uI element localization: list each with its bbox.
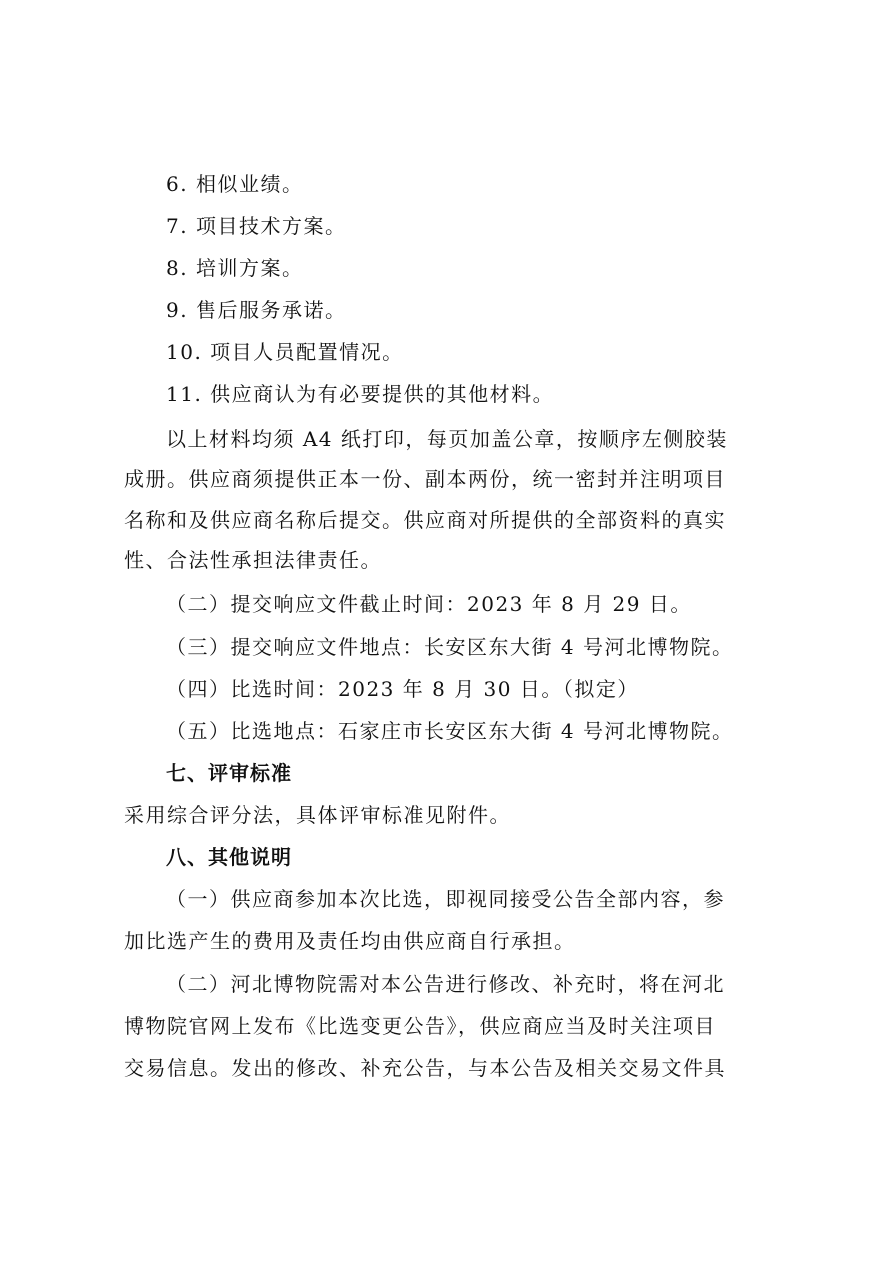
deadline-line: （二）提交响应文件截止时间：2023 年 8 月 29 日。 — [166, 592, 692, 616]
submission-location-line: （三）提交响应文件地点：长安区东大街 4 号河北博物院。 — [166, 635, 734, 659]
selection-location-line: （五）比选地点：石家庄市长安区东大街 4 号河北博物院。 — [166, 719, 734, 743]
materials-paragraph-line-2: 成册。供应商须提供正本一份、副本两份，统一密封并注明项目 — [124, 467, 726, 491]
section-heading-evaluation: 七、评审标准 — [166, 761, 292, 785]
item-9: 9. 售后服务承诺。 — [166, 298, 347, 322]
other-paragraph-2-line-1: （二）河北博物院需对本公告进行修改、补充时，将在河北 — [166, 972, 725, 996]
section-heading-other: 八、其他说明 — [166, 845, 292, 869]
other-paragraph-1-line-2: 加比选产生的费用及责任均由供应商自行承担。 — [124, 929, 576, 953]
item-7: 7. 项目技术方案。 — [166, 214, 347, 238]
other-paragraph-1-line-1: （一）供应商参加本次比选，即视同接受公告全部内容，参 — [166, 887, 725, 911]
materials-paragraph-line-1: 以上材料均须 A4 纸打印，每页加盖公章，按顺序左侧胶装 — [166, 427, 728, 451]
selection-time-line: （四）比选时间：2023 年 8 月 30 日。（拟定） — [166, 677, 639, 701]
item-10: 10. 项目人员配置情况。 — [166, 340, 404, 364]
item-6: 6. 相似业绩。 — [166, 172, 304, 196]
evaluation-paragraph: 采用综合评分法，具体评审标准见附件。 — [124, 803, 511, 827]
other-paragraph-2-line-3: 交易信息。发出的修改、补充公告，与本公告及相关交易文件具 — [124, 1056, 726, 1080]
other-paragraph-2-line-2: 博物院官网上发布《比选变更公告》，供应商应当及时关注项目 — [124, 1014, 716, 1038]
materials-paragraph-line-3: 名称和及供应商名称后提交。供应商对所提供的全部资料的真实 — [124, 508, 726, 532]
item-8: 8. 培训方案。 — [166, 256, 304, 280]
item-11: 11. 供应商认为有必要提供的其他材料。 — [166, 382, 555, 406]
materials-paragraph-line-4: 性、合法性承担法律责任。 — [124, 548, 382, 572]
